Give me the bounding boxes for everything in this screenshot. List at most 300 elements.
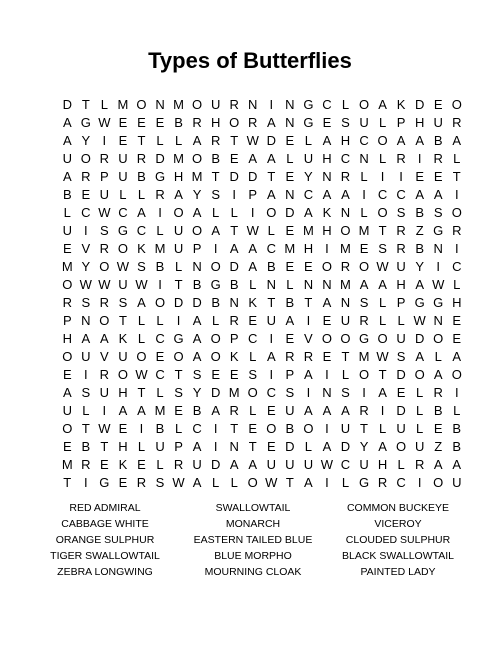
grid-letter: B bbox=[174, 115, 183, 130]
word-list-item: VICEROY bbox=[374, 518, 422, 530]
grid-letter: B bbox=[211, 151, 220, 166]
grid-letter: N bbox=[229, 295, 239, 310]
grid-letter: A bbox=[137, 403, 146, 418]
grid-letter: U bbox=[62, 403, 72, 418]
grid-letter: A bbox=[415, 349, 424, 364]
grid-letter: T bbox=[378, 223, 387, 238]
grid-letter: D bbox=[266, 133, 276, 148]
grid-letter: M bbox=[191, 169, 203, 184]
grid-letter: U bbox=[285, 457, 295, 472]
grid-letter: B bbox=[137, 169, 146, 184]
grid-letter: T bbox=[118, 313, 127, 328]
grid-letter: K bbox=[322, 205, 332, 220]
grid-letter: U bbox=[173, 241, 184, 256]
grid-letter: A bbox=[378, 277, 387, 292]
grid-letter: D bbox=[340, 439, 351, 454]
grid-letter: G bbox=[117, 223, 128, 238]
grid-letter: A bbox=[192, 475, 202, 490]
word-list-item: PAINTED LADY bbox=[360, 566, 436, 578]
grid-letter: R bbox=[62, 295, 72, 310]
grid-letter: A bbox=[100, 331, 109, 346]
grid-letter: E bbox=[396, 385, 406, 400]
grid-letter: U bbox=[99, 187, 110, 202]
grid-letter: E bbox=[248, 313, 258, 328]
grid-letter: A bbox=[266, 349, 276, 364]
grid-letter: A bbox=[322, 133, 332, 148]
grid-letter: B bbox=[155, 259, 165, 274]
grid-letter: U bbox=[81, 349, 91, 364]
grid-letter: S bbox=[396, 349, 406, 364]
grid-letter: A bbox=[248, 457, 258, 472]
grid-letter: O bbox=[377, 133, 388, 148]
grid-letter: L bbox=[286, 277, 294, 292]
grid-letter: L bbox=[212, 205, 220, 220]
grid-letter: N bbox=[81, 313, 91, 328]
grid-letter: T bbox=[63, 475, 72, 490]
grid-letter: E bbox=[433, 97, 443, 112]
grid-letter: A bbox=[359, 277, 369, 292]
grid-letter: I bbox=[84, 367, 88, 382]
grid-letter: U bbox=[118, 349, 128, 364]
grid-letter: E bbox=[433, 421, 443, 436]
grid-letter: I bbox=[325, 241, 329, 256]
grid-letter: A bbox=[433, 457, 443, 472]
grid-letter: P bbox=[174, 439, 183, 454]
grid-letter: R bbox=[81, 169, 91, 184]
grid-letter: I bbox=[269, 367, 274, 382]
grid-letter: U bbox=[340, 313, 351, 328]
grid-letter: A bbox=[433, 367, 443, 382]
grid-letter: O bbox=[396, 439, 407, 454]
grid-letter: K bbox=[248, 295, 258, 310]
grid-letter: U bbox=[62, 223, 72, 238]
grid-letter: N bbox=[266, 277, 276, 292]
grid-letter: W bbox=[98, 205, 111, 220]
grid-letter: O bbox=[210, 331, 221, 346]
grid-letter: R bbox=[340, 259, 351, 274]
grid-letter: R bbox=[99, 241, 110, 256]
grid-letter: B bbox=[62, 187, 72, 202]
grid-letter: E bbox=[452, 331, 462, 346]
grid-letter: R bbox=[433, 151, 443, 166]
grid-letter: S bbox=[81, 295, 91, 310]
grid-letter: W bbox=[320, 457, 334, 472]
grid-letter: T bbox=[360, 421, 368, 436]
grid-letter: U bbox=[99, 385, 110, 400]
grid-letter: B bbox=[285, 421, 295, 436]
grid-letter: R bbox=[229, 313, 239, 328]
grid-letter: A bbox=[62, 115, 72, 130]
grid-letter: A bbox=[378, 439, 387, 454]
word-list-item: ORANGE SULPHUR bbox=[55, 534, 155, 546]
grid-letter: U bbox=[266, 457, 276, 472]
grid-letter: E bbox=[285, 169, 295, 184]
grid-letter: I bbox=[454, 241, 459, 256]
word-list-item: EASTERN TAILED BLUE bbox=[193, 534, 313, 546]
grid-letter: B bbox=[81, 439, 91, 454]
grid-letter: E bbox=[285, 133, 295, 148]
grid-letter: K bbox=[137, 241, 146, 256]
grid-letter: T bbox=[378, 367, 387, 382]
grid-letter: U bbox=[359, 457, 369, 472]
grid-letter: D bbox=[229, 169, 239, 184]
grid-letter: E bbox=[155, 115, 165, 130]
grid-letter: W bbox=[135, 277, 148, 292]
grid-letter: A bbox=[192, 331, 202, 346]
grid-letter: O bbox=[358, 367, 370, 382]
grid-letter: A bbox=[248, 241, 258, 256]
grid-letter: A bbox=[452, 349, 462, 364]
grid-letter: L bbox=[416, 385, 424, 400]
grid-letter: C bbox=[359, 133, 369, 148]
grid-letter: H bbox=[210, 115, 221, 130]
grid-letter: U bbox=[359, 115, 369, 130]
grid-letter: L bbox=[397, 313, 405, 328]
grid-letter: Y bbox=[415, 259, 424, 274]
grid-letter: U bbox=[62, 151, 72, 166]
grid-letter: O bbox=[62, 277, 73, 292]
grid-letter: H bbox=[396, 277, 406, 292]
grid-letter: O bbox=[340, 331, 351, 346]
word-list bbox=[30, 500, 470, 580]
grid-letter: H bbox=[62, 331, 72, 346]
grid-letter: I bbox=[325, 367, 329, 382]
grid-letter: S bbox=[100, 223, 109, 238]
grid-letter: N bbox=[285, 97, 295, 112]
grid-letter: O bbox=[451, 205, 462, 220]
grid-letter: A bbox=[415, 187, 424, 202]
grid-letter: T bbox=[267, 295, 276, 310]
grid-letter: I bbox=[380, 403, 385, 418]
grid-letter: M bbox=[340, 241, 351, 256]
grid-letter: I bbox=[213, 439, 218, 454]
grid-letter: B bbox=[433, 403, 443, 418]
grid-letter: O bbox=[451, 97, 462, 112]
grid-letter: L bbox=[360, 169, 368, 184]
grid-letter: P bbox=[229, 331, 239, 346]
grid-letter: R bbox=[136, 475, 147, 490]
grid-letter: R bbox=[248, 115, 258, 130]
grid-letter: N bbox=[285, 187, 295, 202]
grid-letter: R bbox=[192, 115, 202, 130]
grid-letter: L bbox=[286, 151, 294, 166]
grid-letter: M bbox=[358, 223, 370, 238]
grid-letter: O bbox=[229, 115, 240, 130]
grid-letter: I bbox=[213, 241, 218, 256]
grid-letter: L bbox=[174, 259, 183, 274]
grid-letter: O bbox=[266, 421, 277, 436]
grid-letter: E bbox=[137, 115, 146, 130]
grid-letter: C bbox=[266, 241, 276, 256]
grid-letter: I bbox=[84, 475, 88, 490]
grid-letter: O bbox=[99, 313, 110, 328]
grid-letter: L bbox=[453, 403, 461, 418]
grid-letter: A bbox=[304, 367, 313, 382]
grid-letter: L bbox=[378, 295, 387, 310]
grid-letter: L bbox=[341, 97, 350, 112]
grid-letter: W bbox=[116, 259, 130, 274]
grid-letter: S bbox=[155, 475, 165, 490]
grid-letter: D bbox=[210, 457, 221, 472]
grid-letter: I bbox=[158, 205, 162, 220]
grid-letter: S bbox=[211, 187, 220, 202]
grid-letter: E bbox=[100, 457, 109, 472]
grid-letter: U bbox=[340, 421, 351, 436]
grid-letter: A bbox=[322, 187, 332, 202]
grid-letter: B bbox=[229, 277, 239, 292]
grid-letter: A bbox=[192, 133, 202, 148]
grid-letter: B bbox=[415, 241, 424, 256]
grid-letter: R bbox=[285, 349, 295, 364]
grid-letter: L bbox=[360, 205, 368, 220]
grid-letter: E bbox=[285, 223, 295, 238]
grid-letter: L bbox=[249, 349, 257, 364]
grid-letter: H bbox=[118, 385, 128, 400]
grid-letter: L bbox=[82, 403, 90, 418]
grid-letter: G bbox=[173, 331, 184, 346]
grid-letter: O bbox=[433, 331, 444, 346]
grid-letter: W bbox=[265, 475, 278, 490]
grid-letter: R bbox=[340, 169, 351, 184]
grid-letter: C bbox=[396, 475, 406, 490]
grid-letter: W bbox=[246, 133, 259, 148]
grid-letter: R bbox=[377, 475, 388, 490]
grid-letter: T bbox=[267, 169, 276, 184]
grid-letter: H bbox=[322, 151, 332, 166]
grid-letter: E bbox=[118, 475, 128, 490]
grid-letter: O bbox=[117, 367, 128, 382]
grid-letter: N bbox=[359, 151, 369, 166]
grid-letter: Y bbox=[81, 133, 91, 148]
grid-letter: G bbox=[154, 169, 166, 184]
grid-letter: U bbox=[303, 457, 314, 472]
grid-letter: L bbox=[434, 349, 442, 364]
grid-letter: L bbox=[174, 421, 183, 436]
grid-letter: E bbox=[415, 169, 424, 184]
grid-letter: T bbox=[174, 367, 183, 382]
grid-letter: Z bbox=[415, 223, 424, 238]
grid-letter: U bbox=[266, 313, 276, 328]
page-title: Types of Butterflies bbox=[148, 48, 352, 73]
grid-letter: N bbox=[322, 277, 332, 292]
grid-letter: I bbox=[325, 475, 329, 490]
grid-letter: R bbox=[99, 295, 110, 310]
grid-letter: H bbox=[414, 115, 425, 130]
grid-letter: L bbox=[174, 133, 183, 148]
grid-letter: A bbox=[266, 187, 276, 202]
grid-letter: N bbox=[229, 439, 239, 454]
word-list-item: MOURNING CLOAK bbox=[204, 566, 302, 578]
grid-letter: M bbox=[154, 241, 166, 256]
grid-letter: E bbox=[266, 439, 276, 454]
grid-letter: L bbox=[156, 457, 164, 472]
grid-letter: U bbox=[396, 331, 406, 346]
grid-letter: A bbox=[229, 241, 239, 256]
grid-letter: W bbox=[376, 349, 389, 364]
word-list-item: ZEBRA LONGWING bbox=[57, 566, 153, 578]
grid-letter: A bbox=[304, 205, 313, 220]
grid-letter: I bbox=[417, 475, 422, 490]
grid-letter: O bbox=[136, 349, 147, 364]
grid-letter: L bbox=[212, 313, 220, 328]
word-list-item: CLOUDED SULPHUR bbox=[345, 534, 451, 546]
grid-letter: U bbox=[155, 439, 165, 454]
grid-letter: B bbox=[433, 133, 443, 148]
grid-letter: Y bbox=[81, 259, 91, 274]
grid-letter: E bbox=[137, 457, 146, 472]
grid-letter: A bbox=[304, 475, 313, 490]
grid-letter: L bbox=[156, 223, 164, 238]
word-list-item: BLACK SWALLOWTAIL bbox=[341, 550, 455, 562]
grid-letter: L bbox=[341, 367, 350, 382]
grid-letter: T bbox=[230, 133, 239, 148]
grid-letter: I bbox=[269, 331, 274, 346]
grid-letter: I bbox=[306, 313, 311, 328]
grid-letter: R bbox=[136, 151, 147, 166]
grid-letter: M bbox=[61, 457, 73, 472]
grid-letter: W bbox=[172, 475, 185, 490]
grid-letter: L bbox=[212, 475, 220, 490]
grid-letter: R bbox=[396, 241, 406, 256]
grid-letter: U bbox=[452, 475, 462, 490]
grid-letter: I bbox=[325, 421, 329, 436]
grid-letter: E bbox=[322, 115, 332, 130]
grid-letter: D bbox=[285, 439, 295, 454]
grid-letter: T bbox=[452, 169, 461, 184]
grid-letter: O bbox=[451, 367, 462, 382]
grid-letter: U bbox=[118, 169, 128, 184]
grid-letter: R bbox=[359, 313, 369, 328]
grid-letter: L bbox=[156, 133, 164, 148]
grid-letter: D bbox=[414, 97, 425, 112]
grid-letter: C bbox=[340, 151, 351, 166]
grid-letter: B bbox=[415, 205, 424, 220]
grid-letter: T bbox=[137, 133, 146, 148]
word-list-item: BLUE MORPHO bbox=[214, 550, 292, 562]
grid-letter: E bbox=[211, 367, 220, 382]
grid-letter: Z bbox=[434, 439, 443, 454]
grid-letter: I bbox=[176, 313, 181, 328]
grid-letter: E bbox=[174, 403, 183, 418]
grid-letter: K bbox=[229, 349, 239, 364]
grid-letter: M bbox=[284, 241, 296, 256]
grid-letter: A bbox=[452, 457, 462, 472]
grid-letter: U bbox=[118, 151, 128, 166]
grid-letter: E bbox=[118, 115, 128, 130]
grid-letter: B bbox=[155, 421, 165, 436]
grid-letter: D bbox=[210, 385, 221, 400]
grid-letter: T bbox=[230, 223, 239, 238]
grid-letter: I bbox=[213, 421, 218, 436]
grid-letter: N bbox=[322, 169, 332, 184]
grid-letter: N bbox=[340, 205, 351, 220]
grid-letter: P bbox=[396, 115, 406, 130]
grid-letter: T bbox=[248, 439, 257, 454]
grid-letter: I bbox=[417, 151, 422, 166]
grid-letter: A bbox=[285, 313, 295, 328]
grid-letter: I bbox=[436, 259, 441, 274]
grid-letter: S bbox=[137, 259, 146, 274]
grid-letter: I bbox=[102, 403, 107, 418]
grid-letter: I bbox=[399, 169, 403, 184]
grid-letter: L bbox=[100, 97, 108, 112]
grid-letter: L bbox=[267, 223, 275, 238]
grid-letter: N bbox=[303, 277, 314, 292]
grid-letter: C bbox=[452, 259, 462, 274]
grid-letter: T bbox=[341, 349, 350, 364]
grid-letter: H bbox=[118, 439, 128, 454]
grid-letter: S bbox=[396, 205, 406, 220]
grid-letter: L bbox=[378, 313, 387, 328]
grid-letter: N bbox=[248, 97, 258, 112]
letter-grid bbox=[58, 96, 466, 492]
grid-letter: P bbox=[62, 313, 72, 328]
grid-letter: L bbox=[230, 205, 238, 220]
grid-letter: L bbox=[341, 475, 350, 490]
grid-letter: L bbox=[416, 421, 424, 436]
grid-letter: T bbox=[304, 295, 313, 310]
grid-letter: R bbox=[303, 349, 314, 364]
grid-letter: L bbox=[397, 457, 405, 472]
grid-letter: I bbox=[102, 133, 107, 148]
grid-letter: A bbox=[137, 205, 146, 220]
grid-letter: A bbox=[452, 133, 462, 148]
grid-letter: L bbox=[137, 439, 146, 454]
grid-letter: W bbox=[376, 259, 389, 274]
grid-letter: I bbox=[269, 97, 274, 112]
grid-letter: T bbox=[137, 385, 146, 400]
grid-letter: A bbox=[378, 385, 387, 400]
grid-letter: D bbox=[173, 295, 184, 310]
grid-letter: D bbox=[229, 259, 239, 274]
grid-letter: R bbox=[452, 115, 462, 130]
grid-letter: L bbox=[137, 313, 146, 328]
grid-letter: R bbox=[359, 403, 369, 418]
grid-letter: E bbox=[155, 349, 165, 364]
grid-letter: V bbox=[81, 241, 91, 256]
grid-letter: O bbox=[358, 97, 370, 112]
grid-letter: D bbox=[155, 151, 165, 166]
grid-letter: L bbox=[378, 421, 387, 436]
grid-letter: Y bbox=[304, 169, 313, 184]
grid-letter: K bbox=[118, 331, 128, 346]
grid-letter: E bbox=[266, 403, 276, 418]
grid-letter: R bbox=[414, 457, 425, 472]
grid-letter: C bbox=[192, 421, 202, 436]
grid-letter: O bbox=[247, 475, 258, 490]
grid-letter: B bbox=[192, 277, 202, 292]
grid-letter: D bbox=[192, 295, 202, 310]
grid-letter: L bbox=[156, 385, 164, 400]
grid-letter: U bbox=[396, 259, 406, 274]
grid-letter: G bbox=[210, 277, 221, 292]
grid-letter: I bbox=[306, 385, 311, 400]
grid-letter: A bbox=[341, 403, 350, 418]
grid-letter: I bbox=[454, 187, 459, 202]
grid-letter: Y bbox=[192, 187, 202, 202]
grid-letter: V bbox=[304, 331, 313, 346]
grid-letter: P bbox=[285, 367, 295, 382]
grid-letter: U bbox=[414, 439, 425, 454]
grid-letter: O bbox=[192, 223, 203, 238]
grid-letter: R bbox=[229, 97, 239, 112]
grid-letter: O bbox=[62, 421, 73, 436]
grid-letter: I bbox=[158, 277, 162, 292]
grid-letter: R bbox=[99, 151, 110, 166]
grid-letter: O bbox=[80, 151, 91, 166]
grid-letter: B bbox=[211, 295, 220, 310]
grid-letter: C bbox=[155, 367, 165, 382]
